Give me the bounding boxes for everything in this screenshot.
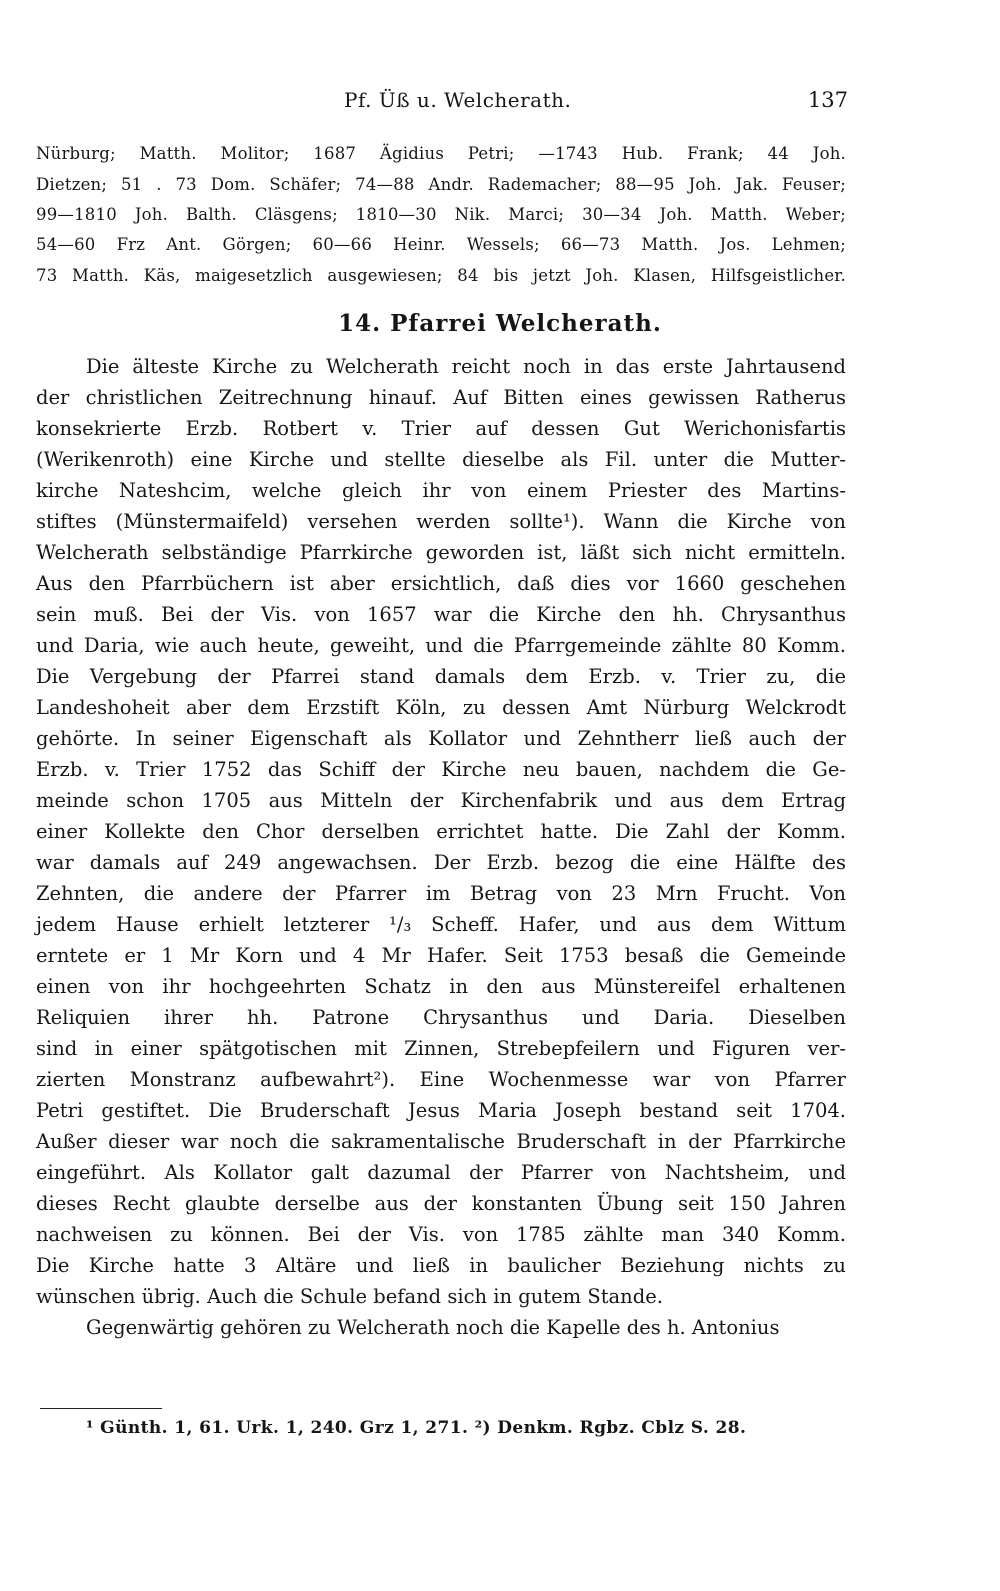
body-line: und Daria, wie auch heute, geweiht, und die Pfarrgemeinde zählte 80 Komm. [36,634,846,657]
running-head [0,86,1000,120]
body-line: eingeführt. Als Kollator galt dazumal der Pfarrer von Nachtsheim, und [36,1161,846,1184]
body-line: Erzb. v. Trier 1752 das Schiff der Kirche neu bauen, nachdem die Ge- [36,758,846,781]
priest-list-line: 73 Matth. Käs, maigesetzlich ausgewiesen; 84 bis jetzt Joh. Klasen, Hilfsgeistlicher. [36,266,846,285]
priest-list-line: 54—60 Frz Ant. Görgen; 60—66 Heinr. Wessels; 66—73 Matth. Jos. Lehmen; [36,235,846,254]
body-line: der christlichen Zeitrechnung hinauf. Auf Bitten eines gewissen Ratherus [36,386,846,409]
body-line: (Werikenroth) eine Kirche und stellte dieselbe als Fil. unter die Mutter- [36,448,846,471]
body-line: Außer dieser war noch die sakramentalische Bruderschaft in der Pfarrkirche [36,1130,846,1153]
body-line: sind in einer spätgotischen mit Zinnen, Strebepfeilern und Figuren ver- [36,1037,846,1060]
section-title: Pfarrei Welcherath. [390,310,662,337]
body-line: war damals auf 249 angewachsen. Der Erzb. bezog die eine Hälfte des [36,851,846,874]
body-line: Welcherath selbständige Pfarrkirche geworden ist, läßt sich nicht ermitteln. [36,541,846,564]
body-line: konsekrierte Erzb. Rotbert v. Trier auf dessen Gut Werichonisfartis [36,417,846,440]
body-line: Die Vergebung der Pfarrei stand damals dem Erzb. v. Trier zu, die [36,665,846,688]
body-line: sein muß. Bei der Vis. von 1657 war die Kirche den hh. Chrysanthus [36,603,846,626]
body-line: Landeshoheit aber dem Erzstift Köln, zu dessen Amt Nürburg Welckrodt [36,696,846,719]
body-line: Die älteste Kirche zu Welcherath reicht noch in das erste Jahrtausend [86,355,846,378]
body-line: stiftes (Münstermaifeld) versehen werden sollte¹). Wann die Kirche von [36,510,846,533]
footnotes: ¹ Günth. 1, 61. Urk. 1, 240. Grz 1, 271. ²) Denkm. Rgbz. Cblz S. 28. [86,1418,747,1438]
body-line: meinde schon 1705 aus Mitteln der Kirchenfabrik und aus dem Ertrag [36,789,846,812]
body-line: einer Kollekte den Chor derselben errichtet hatte. Die Zahl der Komm. [36,820,846,843]
body-line: Reliquien ihrer hh. Patrone Chrysanthus und Daria. Dieselben [36,1006,846,1029]
body-line: Petri gestiftet. Die Bruderschaft Jesus Maria Joseph bestand seit 1704. [36,1099,846,1122]
footnote-divider [40,1408,162,1409]
priest-list-line: Dietzen; 51 . 73 Dom. Schäfer; 74—88 Andr. Rademacher; 88—95 Joh. Jak. Feuser; [36,175,846,194]
page-number: 137 [807,88,848,112]
body-line: kirche Nateshcim, welche gleich ihr von einem Priester des Martins- [36,479,846,502]
body-line: zierten Monstranz aufbewahrt²). Eine Wochenmesse war von Pfarrer [36,1068,846,1091]
body-line: erntete er 1 Mr Korn und 4 Mr Hafer. Seit 1753 besaß die Gemeinde [36,944,846,967]
body-line: Zehnten, die andere der Pfarrer im Betrag von 23 Mrn Frucht. Von [36,882,846,905]
body-line: Aus den Pfarrbüchern ist aber ersichtlich, daß dies vor 1660 geschehen [36,572,846,595]
body-line: wünschen übrig. Auch die Schule befand sich in gutem Stande. [36,1285,663,1308]
body-line: Die Kirche hatte 3 Altäre und ließ in baulicher Beziehung nichts zu [36,1254,846,1277]
closing-line: Gegenwärtig gehören zu Welcherath noch die Kapelle des h. Antonius [86,1316,780,1339]
running-title: Pf. Üß u. Welcherath. [344,88,572,112]
priest-list-line: 99—1810 Joh. Balth. Cläsgens; 1810—30 Nik. Marci; 30—34 Joh. Matth. Weber; [36,205,846,224]
body-line: einen von ihr hochgeehrten Schatz in den aus Münstereifel erhaltenen [36,975,846,998]
body-line: gehörte. In seiner Eigenschaft als Kollator und Zehntherr ließ auch der [36,727,846,750]
section-heading [0,310,1000,337]
body-line: nachweisen zu können. Bei der Vis. von 1785 zählte man 340 Komm. [36,1223,846,1246]
body-line: dieses Recht glaubte derselbe aus der konstanten Übung seit 150 Jahren [36,1192,846,1215]
section-number: 14. [338,310,382,337]
priest-list-line: Nürburg; Matth. Molitor; 1687 Ägidius Petri; —1743 Hub. Frank; 44 Joh. [36,144,846,163]
body-line: jedem Hause erhielt letzterer ¹/₃ Scheff. Hafer, und aus dem Wittum [36,913,846,936]
